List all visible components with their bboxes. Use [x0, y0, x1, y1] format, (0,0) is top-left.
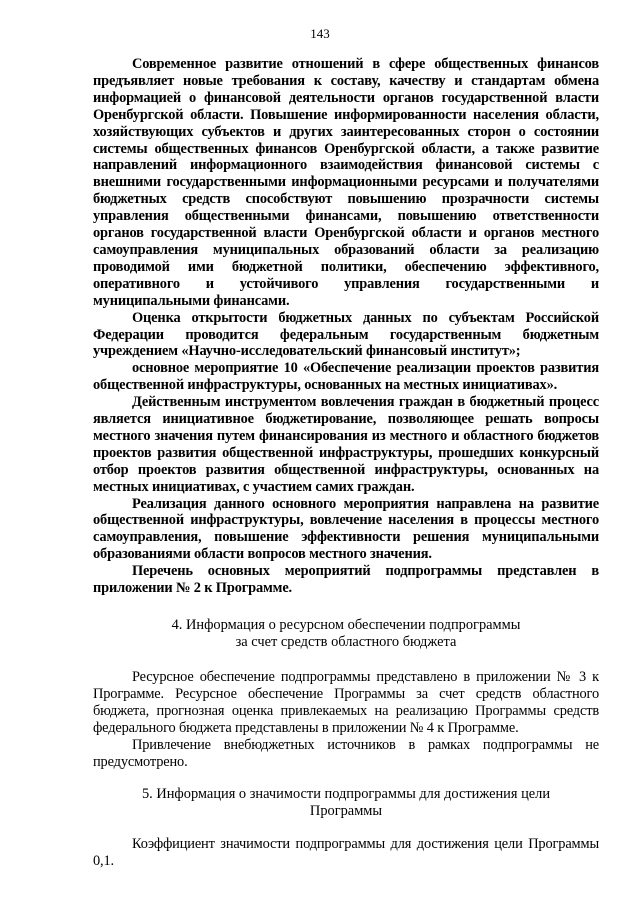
section-heading-line: Программы: [309, 803, 383, 820]
section-5-heading: [93, 786, 599, 820]
paragraph: Современное развитие отношений в сфере общественных финансов предъявляет новые требования к составу, качеству и стандартам обмена информацией о финансовой деятельности органов государственной власти Оренбургской области. Повышение информированности населения области, хозяйствующих субъектов и других заинтересованных сторон о состоянии системы общественных финансов Оренбургской области, а также развитие направлений информационного взаимодействия финансовой системы с внешними государственными информационными ресурсами и получателями бюджетных средств способствуют повышению прозрачности системы управления общественными финансами, повышению ответственности органов государственной власти Оренбургской области и органов местного самоуправления муниципальных образований области за реализацию проводимой ими бюджетной политики, обеспечению эффективного, оперативного и устойчивого управления государственными и муниципальными финансами.: [93, 56, 599, 309]
document-body: [93, 56, 599, 870]
paragraph: Ресурсное обеспечение подпрограммы представлено в приложении № 3 к Программе. Ресурсное обеспечение Программы за счет средств областного бюджета, прогнозная оценка привлекаемых на реализацию Программы средств федерального бюджета представлены в приложении № 4 к Программе.: [93, 669, 599, 736]
paragraph: Перечень основных мероприятий подпрограммы представлен в приложении № 2 к Программе.: [93, 563, 599, 597]
paragraph: Оценка открытости бюджетных данных по субъектам Российской Федерации проводится федеральным государственным бюджетным учреждением «Научно-исследовательский финансовый институт»;: [93, 309, 599, 360]
paragraph: основное мероприятие 10 «Обеспечение реализации проектов развития общественной инфраструктуры, основанных на местных инициативах».: [93, 360, 599, 394]
section-heading-line: 4. Информация о ресурсном обеспечении подпрограммы: [171, 617, 521, 633]
section-heading-line: за счет средств областного бюджета: [235, 634, 457, 650]
paragraph: Привлечение внебюджетных источников в рамках подпрограммы не предусмотрено.: [93, 736, 599, 770]
paragraph: Коэффициент значимости подпрограммы для достижения цели Программы 0,1.: [93, 836, 599, 870]
paragraph: Реализация данного основного мероприятия направлена на развитие общественной инфраструктуры, вовлечение населения в процессы местного самоуправления, повышение эффективности решения муниципальными образованиями области вопросов местного значения.: [93, 495, 599, 563]
section-4-heading: [93, 617, 599, 651]
page-number: 143: [310, 26, 330, 41]
paragraph: Действенным инструментом вовлечения граждан в бюджетный процесс является инициативное бюджетирование, позволяющее решать вопросы местного значения путем финансирования из местного и областного бюджетов проектов развития общественной инфраструктуры, прошедших конкурсный отбор проектов развития общественной инфраструктуры, основанных на местных инициативах, с участием самих граждан.: [93, 394, 599, 495]
section-heading-line: 5. Информация о значимости подпрограммы для достижения цели: [141, 786, 551, 803]
